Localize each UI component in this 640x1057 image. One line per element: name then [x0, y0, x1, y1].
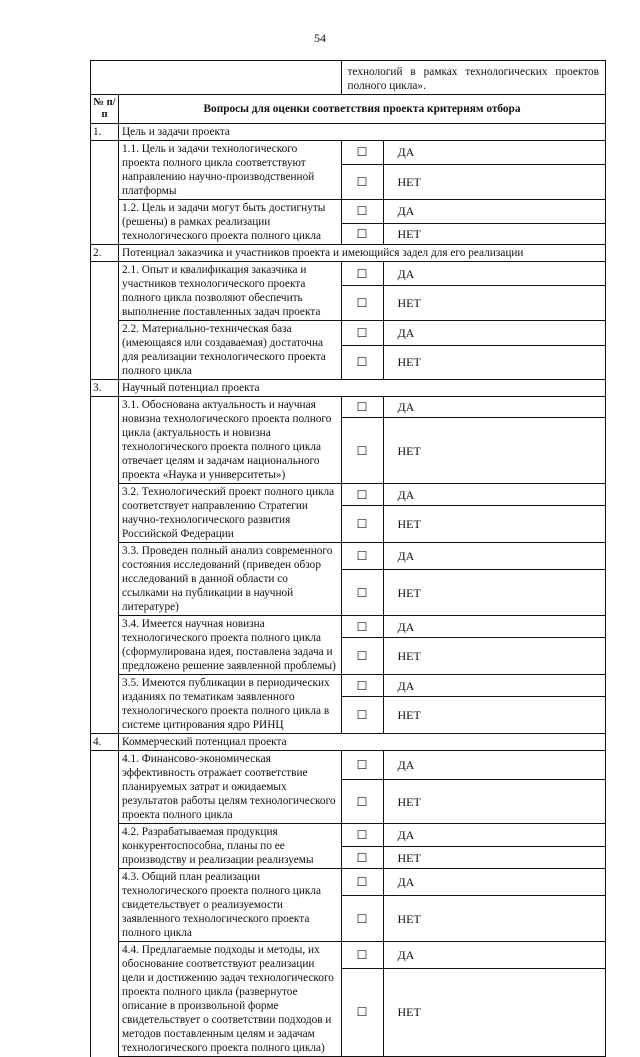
section-title: Коммерческий потенциал проекта	[119, 734, 606, 751]
no-label: НЕТ	[383, 286, 606, 321]
yes-label: ДА	[383, 484, 606, 506]
no-checkbox[interactable]: ☐	[341, 638, 383, 675]
yes-checkbox[interactable]: ☐	[341, 262, 383, 286]
yes-checkbox[interactable]: ☐	[341, 942, 383, 969]
no-checkbox[interactable]: ☐	[341, 345, 383, 379]
question-row	[91, 484, 606, 506]
question-text: 3.2. Технологический проект полного цикла соответствует направлению Стратегии научно-технологического развития Российской Федерации	[119, 484, 342, 543]
yes-label: ДА	[383, 200, 606, 224]
no-label: НЕТ	[383, 345, 606, 379]
no-label: НЕТ	[383, 418, 606, 484]
no-checkbox[interactable]: ☐	[341, 506, 383, 543]
no-label: НЕТ	[383, 968, 606, 1056]
no-label: НЕТ	[383, 847, 606, 869]
yes-checkbox[interactable]: ☐	[341, 616, 383, 638]
yes-label: ДА	[383, 942, 606, 969]
question-text: 2.1. Опыт и квалификация заказчика и участников технологического проекта полного цикла позволяют обеспечить выполнение поставленных задач проекта	[119, 262, 342, 321]
question-text: 3.1. Обоснована актуальность и научная новизна технологического проекта полного цикла (актуальность и новизна технологического проекта полного цикла отвечает целям и задачам национального проекта «Наука и университеты»)	[119, 397, 342, 484]
page-number: 54	[314, 31, 326, 45]
yes-checkbox[interactable]: ☐	[341, 397, 383, 418]
yes-label: ДА	[383, 616, 606, 638]
section-row	[91, 124, 606, 141]
question-text: 3.5. Имеются публикации в периодических изданиях по тематикам заявленного технологического проекта полного цикла в системе цитирования ядро РИНЦ	[119, 675, 342, 734]
question-row	[91, 543, 606, 570]
yes-label: ДА	[383, 824, 606, 847]
question-text: 4.4. Предлагаемые подходы и методы, их обоснование соответствуют реализации цели и достижению задач технологического проекта полного цикла (развернутое описание в произвольной форме свидетельствует о соответствии подходов и методов поставленным целям и задачам технологического проекта полного цикла)	[119, 942, 342, 1057]
header-row	[91, 95, 606, 124]
intro-row	[91, 61, 606, 95]
no-label: НЕТ	[383, 570, 606, 616]
yes-checkbox[interactable]: ☐	[341, 543, 383, 570]
yes-label: ДА	[383, 397, 606, 418]
yes-label: ДА	[383, 262, 606, 286]
question-text: 4.2. Разрабатываемая продукция конкурентоспособна, планы по ее производству и реализации реализуемы	[119, 824, 342, 869]
no-checkbox[interactable]: ☐	[341, 418, 383, 484]
yes-checkbox[interactable]: ☐	[341, 824, 383, 847]
question-text: 4.3. Общий план реализации технологического проекта полного цикла свидетельствует о реализуемости заявленного технологического проекта полного цикла	[119, 869, 342, 942]
no-label: НЕТ	[383, 164, 606, 199]
question-row	[91, 141, 606, 165]
yes-checkbox[interactable]: ☐	[341, 321, 383, 346]
yes-checkbox[interactable]: ☐	[341, 484, 383, 506]
section-title: Научный потенциал проекта	[119, 380, 606, 397]
yes-label: ДА	[383, 141, 606, 165]
no-label: НЕТ	[383, 780, 606, 824]
yes-checkbox[interactable]: ☐	[341, 141, 383, 165]
question-text: 3.4. Имеется научная новизна технологического проекта полного цикла (сформулирована идея, поставлена задача и предложено решение заявленной проблемы)	[119, 616, 342, 675]
no-checkbox[interactable]: ☐	[341, 896, 383, 942]
section-title: Цель и задачи проекта	[119, 124, 606, 141]
header-num: № п/п	[91, 95, 119, 124]
question-row	[91, 616, 606, 638]
question-row	[91, 200, 606, 224]
section-row	[91, 734, 606, 751]
no-label: НЕТ	[383, 697, 606, 734]
question-row	[91, 321, 606, 346]
yes-label: ДА	[383, 751, 606, 780]
question-text: 3.3. Проведен полный анализ современного состояния исследований (приведен обзор исследований в данной области со ссылками на публикации в научной литературе)	[119, 543, 342, 616]
question-text: 4.1. Финансово-экономическая эффективность отражает соответствие планируемых затрат и ожидаемых результатов работы целям технологического проекта полного цикла	[119, 751, 342, 824]
yes-checkbox[interactable]: ☐	[341, 869, 383, 896]
question-row	[91, 262, 606, 286]
no-label: НЕТ	[383, 638, 606, 675]
section-row	[91, 245, 606, 262]
section-title: Потенциал заказчика и участников проекта и имеющийся задел для его реализации	[119, 245, 606, 262]
question-row	[91, 942, 606, 969]
no-label: НЕТ	[383, 896, 606, 942]
header-title: Вопросы для оценки соответствия проекта критериям отбора	[119, 95, 606, 124]
no-checkbox[interactable]: ☐	[341, 847, 383, 869]
yes-label: ДА	[383, 869, 606, 896]
section-number: 2.	[91, 245, 119, 262]
question-text: 1.1. Цель и задачи технологического проекта полного цикла соответствуют направлению научно-производственной платформы	[119, 141, 342, 200]
question-text: 1.2. Цель и задачи могут быть достигнуты (решены) в рамках реализации технологического проекта полного цикла	[119, 200, 342, 245]
yes-label: ДА	[383, 675, 606, 697]
section-row	[91, 380, 606, 397]
question-row	[91, 869, 606, 896]
section-number: 3.	[91, 380, 119, 397]
no-checkbox[interactable]: ☐	[341, 164, 383, 199]
question-row	[91, 397, 606, 418]
yes-label: ДА	[383, 321, 606, 346]
no-label: НЕТ	[383, 223, 606, 244]
question-row	[91, 751, 606, 780]
no-checkbox[interactable]: ☐	[341, 697, 383, 734]
yes-checkbox[interactable]: ☐	[341, 200, 383, 224]
no-label: НЕТ	[383, 506, 606, 543]
no-checkbox[interactable]: ☐	[341, 286, 383, 321]
section-number: 4.	[91, 734, 119, 751]
question-row	[91, 824, 606, 847]
criteria-table	[90, 60, 606, 1057]
no-checkbox[interactable]: ☐	[341, 570, 383, 616]
yes-checkbox[interactable]: ☐	[341, 751, 383, 780]
no-checkbox[interactable]: ☐	[341, 223, 383, 244]
question-row	[91, 675, 606, 697]
yes-label: ДА	[383, 543, 606, 570]
no-checkbox[interactable]: ☐	[341, 780, 383, 824]
section-number: 1.	[91, 124, 119, 141]
intro-text: технологий в рамках технологических проектов полного цикла».	[341, 61, 606, 95]
yes-checkbox[interactable]: ☐	[341, 675, 383, 697]
no-checkbox[interactable]: ☐	[341, 968, 383, 1056]
question-text: 2.2. Материально-техническая база (имеющаяся или создаваемая) достаточна для реализации технологического проекта полного цикла	[119, 321, 342, 380]
